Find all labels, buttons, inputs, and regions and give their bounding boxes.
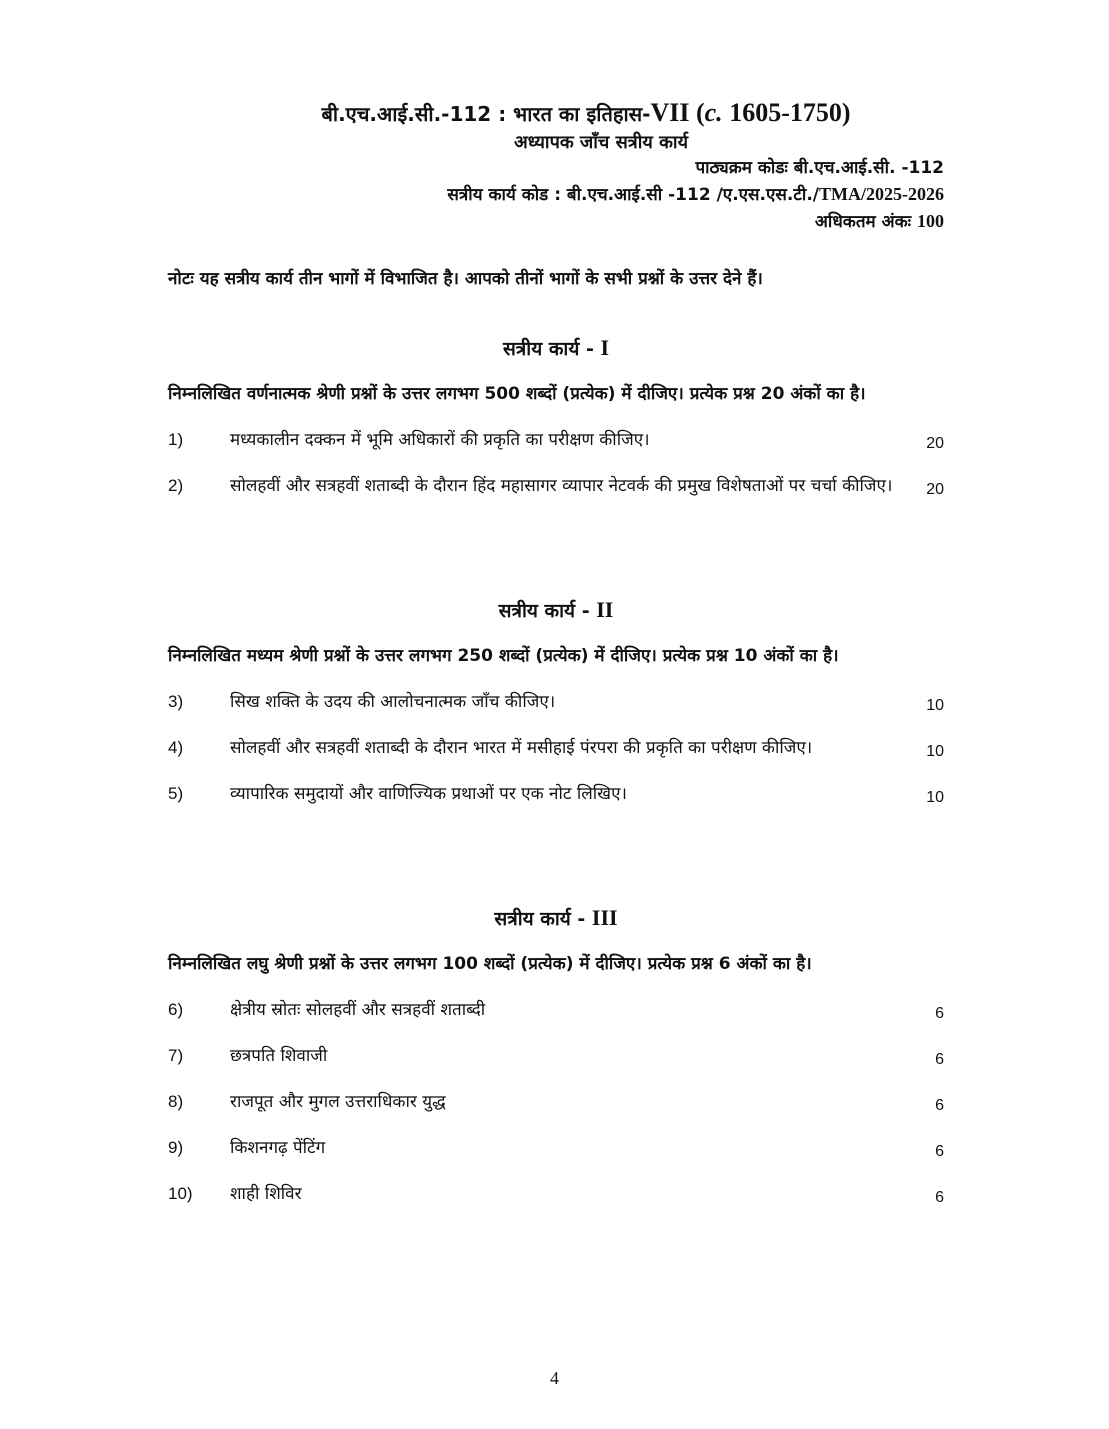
question-item: [168, 735, 944, 761]
section-1: [168, 334, 944, 519]
question-item: [168, 1181, 944, 1207]
question-number: 9): [168, 1138, 184, 1157]
title-circa: c.: [704, 98, 723, 127]
question-number: 10): [168, 1184, 193, 1203]
page-number: 4: [550, 1368, 559, 1388]
max-marks: [168, 208, 944, 235]
question-text: छत्रपति शिवाजी: [230, 1046, 328, 1066]
section-heading-label: सत्रीय कार्य -: [494, 908, 592, 930]
question-number: 8): [168, 1092, 184, 1111]
title-years: 1605-1750): [722, 98, 851, 127]
question-text: शाही शिविर: [230, 1184, 302, 1204]
title-roman: VII (: [650, 98, 705, 127]
section-2: [168, 596, 944, 827]
instructions-note: नोटः यह सत्रीय कार्य तीन भागों में विभाजित है। आपको तीनों भागों के सभी प्रश्नों के उत्तर देने हैं।: [168, 269, 763, 289]
question-item: [168, 781, 944, 807]
question-item: [168, 689, 944, 715]
question-text: मध्यकालीन दक्कन में भूमि अधिकारों की प्रकृति का परीक्षण कीजिए।: [230, 430, 650, 450]
document-subtitle: अध्यापक जाँच सत्रीय कार्य: [513, 132, 689, 153]
section-heading: [168, 596, 944, 625]
question-marks: 10: [926, 697, 944, 714]
section-heading: [168, 334, 944, 363]
section-heading-label: सत्रीय कार्य -: [498, 600, 597, 622]
question-marks: 6: [935, 1051, 944, 1068]
assignment-code: [168, 181, 944, 208]
question-number: 1): [168, 430, 184, 449]
max-marks-label: अधिकतम अंकः: [814, 212, 912, 232]
question-marks: 20: [926, 481, 944, 498]
question-marks: 6: [935, 1189, 944, 1206]
section-instruction: निम्नलिखित लघु श्रेणी प्रश्नों के उत्तर लगभग 100 शब्दों (प्रत्येक) में दीजिए। प्रत्येक प्रश्न 6 अंकों का है।: [168, 954, 812, 974]
question-marks: 6: [935, 1097, 944, 1114]
question-item: [168, 427, 944, 453]
question-number: 4): [168, 738, 184, 757]
section-heading-roman: I: [600, 335, 610, 360]
question-number: 7): [168, 1046, 184, 1065]
question-text: सिख शक्ति के उदय की आलोचनात्मक जाँच कीजिए।: [230, 692, 556, 712]
question-number: 2): [168, 476, 184, 495]
question-text: क्षेत्रीय स्रोतः सोलहवीं और सत्रहवीं शताब्दी: [230, 1000, 486, 1020]
question-marks: 20: [926, 435, 944, 452]
section-heading-roman: II: [596, 597, 614, 622]
title-prefix: बी.एच.आई.सी.-112 : भारत का इतिहास-: [321, 102, 651, 126]
document-header: [168, 96, 944, 235]
question-text: किशनगढ़ पेंटिंग: [230, 1138, 326, 1158]
question-marks: 10: [926, 743, 944, 760]
section-heading-label: सत्रीय कार्य -: [502, 338, 601, 360]
question-item: [168, 1089, 944, 1115]
question-item: [168, 997, 944, 1023]
question-text: व्यापारिक समुदायों और वाणिज्यिक प्रथाओं पर एक नोट लिखिए।: [230, 784, 627, 804]
course-code: पाठ्यक्रम कोडः बी.एच.आई.सी. -112: [695, 158, 944, 178]
question-text: सोलहवीं और सत्रहवीं शताब्दी के दौरान हिंद महासागर व्यापार नेटवर्क की प्रमुख विशेषताओं पर चर्चा कीजिए।: [230, 476, 893, 496]
assignment-code-label: सत्रीय कार्य कोड : बी.एच.आई.सी -112 /ए.एस.एस.टी./: [447, 185, 819, 205]
question-item: [168, 1043, 944, 1069]
question-item: [168, 473, 944, 499]
section-heading: [168, 904, 944, 933]
question-marks: 6: [935, 1143, 944, 1160]
question-text: राजपूत और मुगल उत्तराधिकार युद्ध: [230, 1092, 446, 1112]
section-instruction: निम्नलिखित वर्णनात्मक श्रेणी प्रश्नों के उत्तर लगभग 500 शब्दों (प्रत्येक) में दीजिए। प्रत्येक प्रश्न 20 अंकों का है।: [168, 384, 866, 404]
section-instruction: निम्नलिखित मध्यम श्रेणी प्रश्नों के उत्तर लगभग 250 शब्दों (प्रत्येक) में दीजिए। प्रत्येक प्रश्न 10 अंकों का है।: [168, 646, 839, 666]
section-heading-roman: III: [591, 905, 618, 930]
question-number: 3): [168, 692, 184, 711]
question-marks: 10: [926, 789, 944, 806]
question-item: [168, 1135, 944, 1161]
max-marks-value: 100: [917, 211, 944, 231]
question-number: 6): [168, 1000, 184, 1019]
document-title: [228, 96, 944, 131]
question-text: सोलहवीं और सत्रहवीं शताब्दी के दौरान भारत में मसीहाई पंरपरा की प्रकृति का परीक्षण कीजिए।: [230, 738, 813, 758]
question-marks: 6: [935, 1005, 944, 1022]
assignment-code-value: TMA/2025-2026: [819, 184, 944, 204]
section-3: [168, 904, 944, 1227]
question-number: 5): [168, 784, 184, 803]
